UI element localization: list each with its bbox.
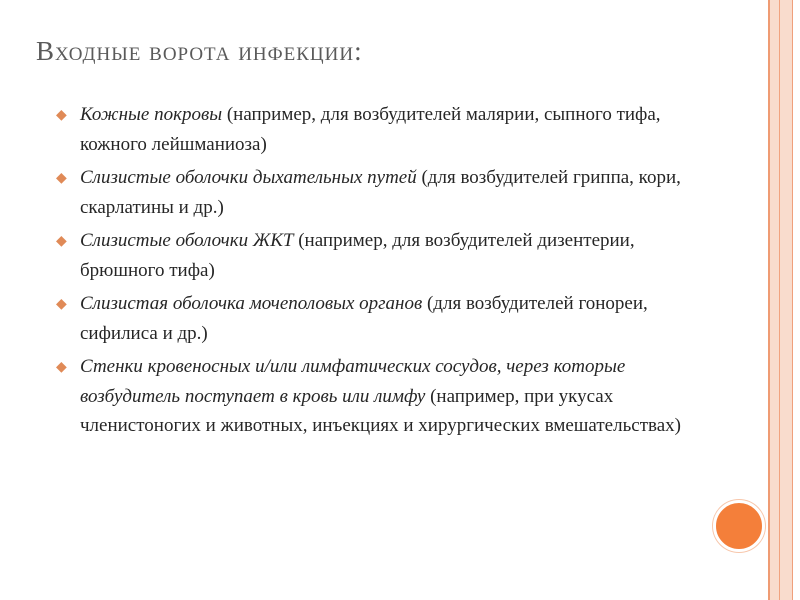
bullet-emphasis: Кожные покровы — [80, 104, 223, 125]
bullet-emphasis: Слизистая оболочка мочеполовых органов — [80, 293, 423, 314]
bullet-emphasis: Слизистые оболочки ЖКТ — [80, 230, 294, 251]
diamond-bullet-icon: ◆ — [56, 107, 67, 123]
diamond-bullet-icon: ◆ — [56, 233, 67, 249]
diamond-bullet-icon: ◆ — [56, 296, 67, 312]
bullet-text: (для возбудителей гриппа, кори, скарлатины и др.) — [80, 167, 681, 218]
bullet-text: (например, для возбудителей дизентерии, брюшного тифа) — [80, 230, 635, 281]
bullet-text: (например, для возбудителей малярии, сыпного тифа, кожного лейшманиоза) — [80, 104, 661, 155]
diamond-bullet-icon: ◆ — [56, 359, 67, 375]
list-item — [56, 163, 706, 222]
bullet-emphasis: Стенки кровеносных и/или лимфатических сосудов, через которые возбудитель поступает в кровь или лимфу — [80, 356, 626, 407]
decorative-circle — [713, 500, 765, 552]
band-line — [779, 0, 780, 600]
list-item — [56, 226, 706, 285]
list-item — [56, 352, 706, 441]
list-item — [56, 289, 706, 348]
band-line — [792, 0, 793, 600]
bullet-list — [56, 100, 706, 445]
slide-title: Входные ворота инфекции: — [36, 36, 363, 66]
bullet-emphasis: Слизистые оболочки дыхательных путей — [80, 167, 417, 188]
diamond-bullet-icon: ◆ — [56, 170, 67, 186]
bullet-text: (например, при укусах членистоногих и животных, инъекциях и хирургических вмешательствах) — [80, 385, 681, 436]
list-item — [56, 100, 706, 159]
bullet-text: (для возбудителей гонореи, сифилиса и др.) — [80, 293, 648, 344]
band-line — [768, 0, 770, 600]
decorative-side-band — [768, 0, 792, 600]
